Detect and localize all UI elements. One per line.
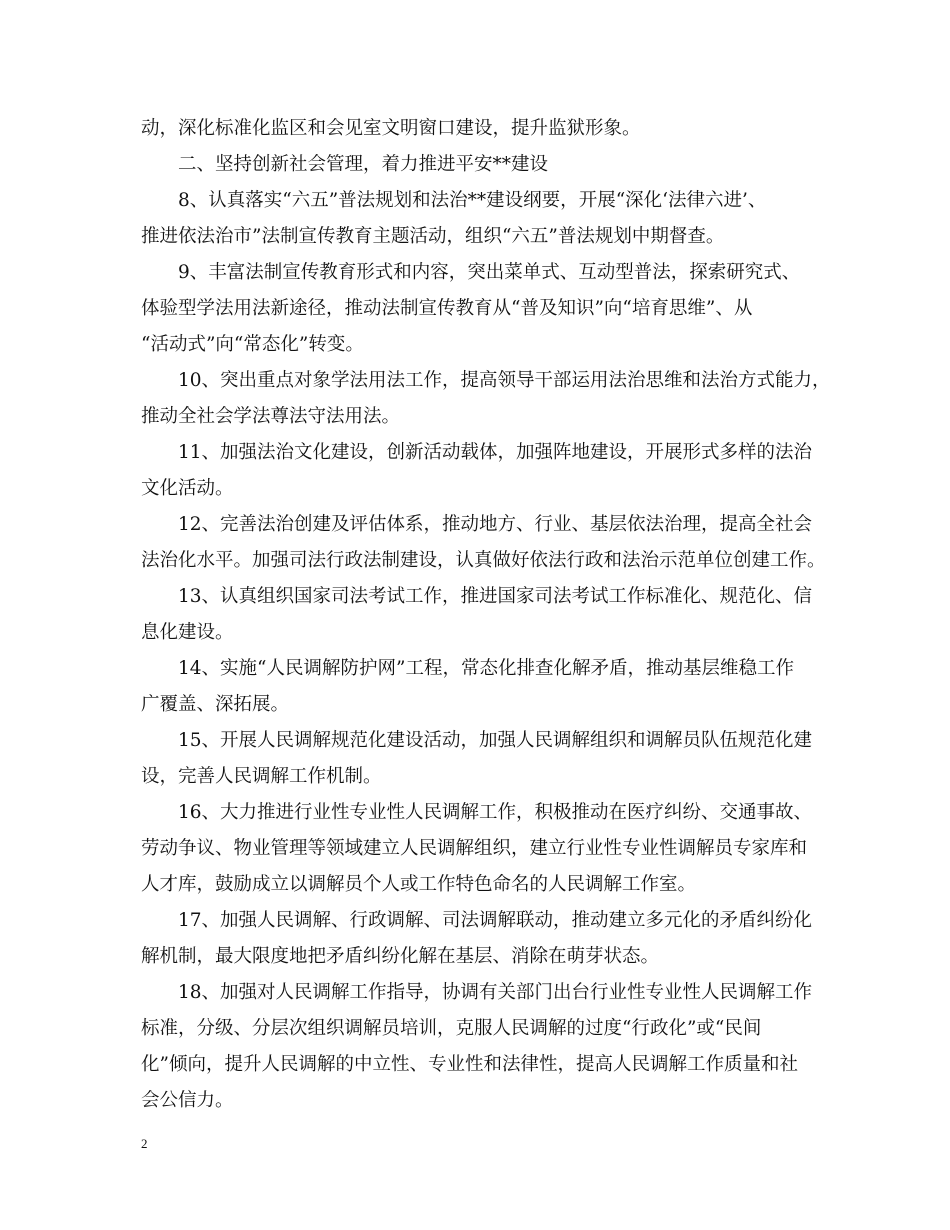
- paragraph-14-line-1: 14、实施“人民调解防护网”工程，常态化排查化解矛盾，推动基层维稳工作: [178, 658, 794, 679]
- paragraph-18-line-4: 会公信力。: [141, 1090, 234, 1111]
- paragraph-18-line-2: 标准，分级、分层次组织调解员培训，克服人民调解的过度“行政化”或“民间: [141, 1018, 762, 1039]
- paragraph-8-line-2: 推进依法治市”法制宣传教育主题活动，组织“六五”普法规划中期督查。: [141, 226, 725, 247]
- paragraph-14-line-2: 广覆盖、深拓展。: [141, 694, 290, 715]
- paragraph-11-line-2: 文化活动。: [141, 478, 234, 499]
- paragraph-10-line-2: 推动全社会学法尊法守法用法。: [141, 406, 401, 427]
- paragraph-12-line-1: 12、完善法治创建及评估体系，推动地方、行业、基层依法治理，提高全社会: [178, 514, 813, 535]
- paragraph-12-line-2: 法治化水平。加强司法行政法制建设，认真做好依法行政和法治示范单位创建工作。: [141, 550, 826, 571]
- paragraph-11-line-1: 11、加强法治文化建设，创新活动载体，加强阵地建设，开展形式多样的法治: [178, 442, 813, 463]
- paragraph-16-line-1: 16、大力推进行业性专业性人民调解工作，积极推动在医疗纠纷、交通事故、: [178, 802, 813, 823]
- paragraph-8-line-1: 8、认真落实“六五”普法规划和法治**建设纲要，开展“深化‘法律六进’、: [178, 190, 767, 211]
- section-heading: 二、坚持创新社会管理，着力推进平安**建设: [178, 154, 549, 175]
- paragraph-9-line-3: “活动式”向“常态化”转变。: [141, 334, 364, 355]
- paragraph-17-line-1: 17、加强人民调解、行政调解、司法调解联动，推动建立多元化的矛盾纠纷化: [178, 910, 813, 931]
- paragraph-15-line-2: 设，完善人民调解工作机制。: [141, 766, 382, 787]
- paragraph-13-line-1: 13、认真组织国家司法考试工作，推进国家司法考试工作标准化、规范化、信: [178, 586, 813, 607]
- page-number: 2: [141, 1136, 148, 1151]
- paragraph-16-line-2: 劳动争议、物业管理等领域建立人民调解组织，建立行业性专业性调解员专家库和: [141, 838, 808, 859]
- paragraph-10-line-1: 10、突出重点对象学法用法工作，提高领导干部运用法治思维和法治方式能力，: [178, 370, 831, 391]
- paragraph-17-line-2: 解机制，最大限度地把矛盾纠纷化解在基层、消除在萌芽状态。: [141, 946, 660, 967]
- text-line: 动，深化标准化监区和会见室文明窗口建设，提升监狱形象。: [141, 118, 641, 139]
- paragraph-9-line-2: 体验型学法用法新途径，推动法制宣传教育从“普及知识”向“培育思维”、从: [141, 298, 753, 319]
- paragraph-18-line-1: 18、加强对人民调解工作指导，协调有关部门出台行业性专业性人民调解工作: [178, 982, 813, 1003]
- paragraph-9-line-1: 9、丰富法制宣传教育形式和内容，突出菜单式、互动型普法，探索研究式、: [178, 262, 801, 283]
- paragraph-16-line-3: 人才库，鼓励成立以调解员个人或工作特色命名的人民调解工作室。: [141, 874, 697, 895]
- paragraph-13-line-2: 息化建设。: [141, 622, 234, 643]
- paragraph-15-line-1: 15、开展人民调解规范化建设活动，加强人民调解组织和调解员队伍规范化建: [178, 730, 813, 751]
- paragraph-18-line-3: 化”倾向，提升人民调解的中立性、专业性和法律性，提高人民调解工作质量和社: [141, 1054, 798, 1075]
